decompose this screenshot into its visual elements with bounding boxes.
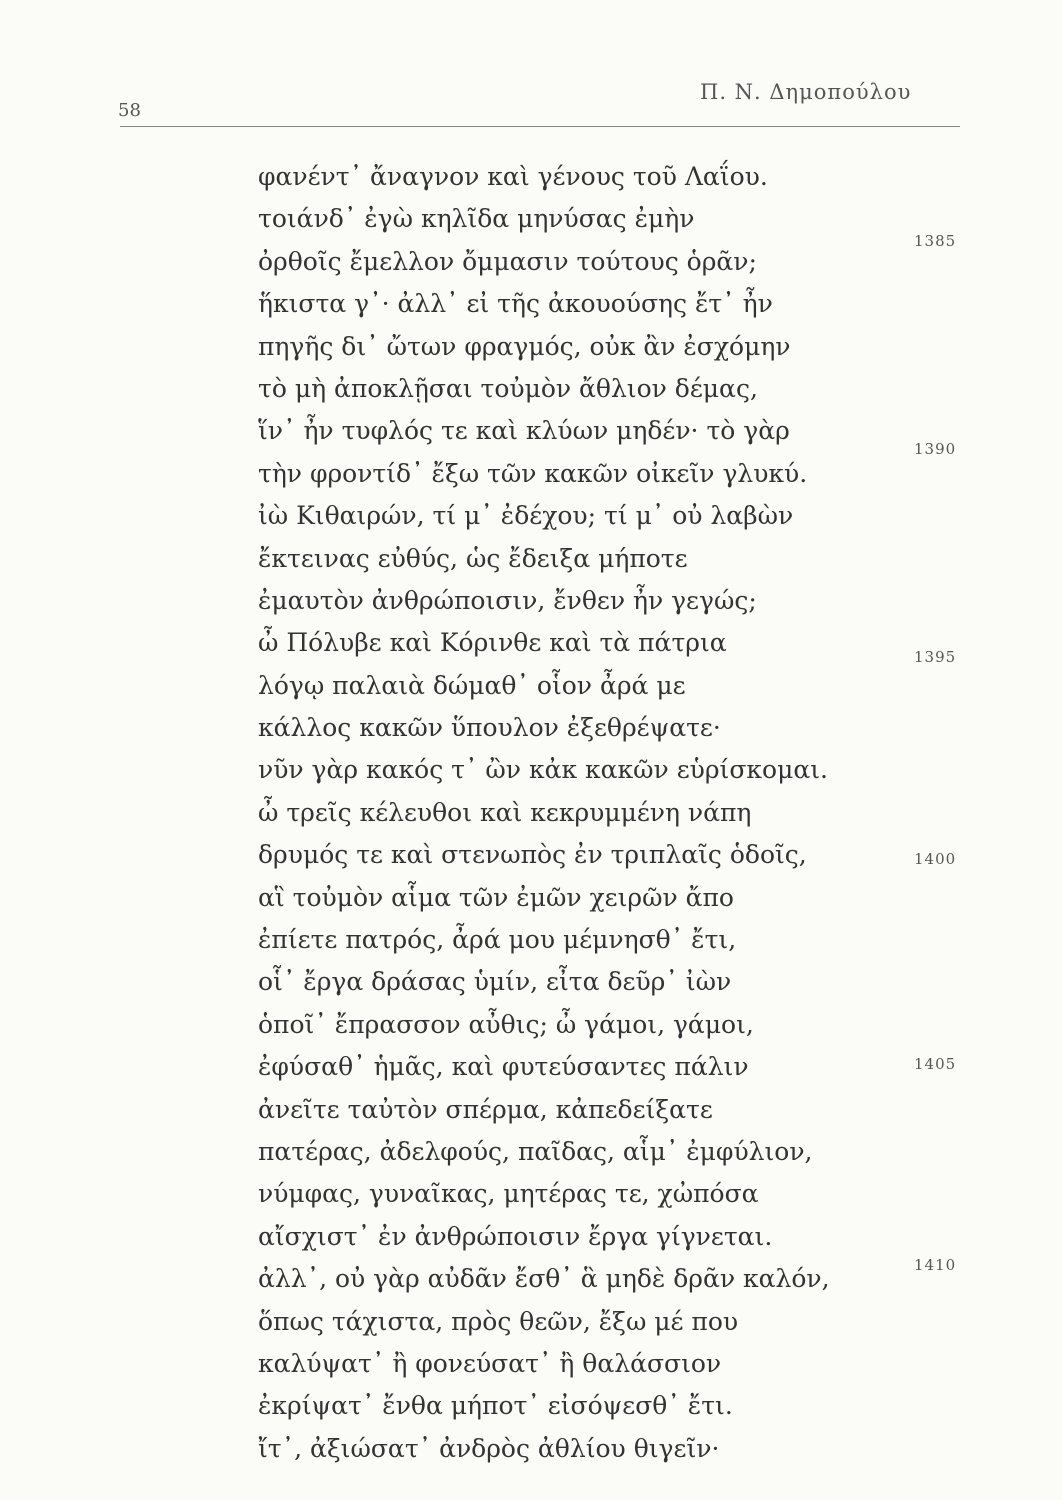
line-number: 1385 bbox=[914, 232, 957, 250]
verse-line: δρυμός τε καὶ στενωπὸς ἐν τριπλαῖς ὁδοῖς, bbox=[258, 840, 807, 870]
verse-line: ἥκιστα γ᾽· ἀλλ᾽ εἰ τῆς ἀκουούσης ἔτ᾽ ἦν bbox=[258, 289, 773, 319]
verse-line: ἐκρίψατ᾽ ἔνθα μήποτ᾽ εἰσόψεσθ᾽ ἔτι. bbox=[258, 1391, 733, 1421]
verse-line: ἐμαυτὸν ἀνθρώποισιν, ἔνθεν ἦν γεγώς; bbox=[258, 585, 757, 615]
verse-line: ὦ Πόλυβε καὶ Κόρινθε καὶ τὰ πάτρια bbox=[258, 628, 727, 658]
verse-line: ἐφύσαθ᾽ ἡμᾶς, καὶ φυτεύσαντες πάλιν bbox=[258, 1052, 749, 1082]
verse-line: φανέντ᾽ ἄναγνον καὶ γένους τοῦ Λαΐου. bbox=[258, 162, 768, 191]
verse-line: οἷ᾽ ἔργα δράσας ὑμίν, εἶτα δεῦρ᾽ ἰὼν bbox=[258, 967, 732, 997]
verse-line: ἴτ᾽, ἀξιώσατ᾽ ἀνδρὸς ἀθλίου θιγεῖν· bbox=[258, 1433, 720, 1463]
verse-text bbox=[258, 156, 908, 1470]
verse-line: τὸ μὴ ἀποκλῇσαι τοὐμὸν ἄθλιον δέμας, bbox=[258, 373, 758, 403]
verse-line: λόγῳ παλαιὰ δώμαθ᾽ οἷον ἆρά με bbox=[258, 670, 686, 700]
running-head: Π. Ν. Δημοπούλου bbox=[700, 80, 912, 104]
verse-line: ὦ τρεῖς κέλευθοι καὶ κεκρυμμένη νάπη bbox=[258, 797, 752, 827]
verse-line: ἔκτεινας εὐθύς, ὡς ἔδειξα μήποτε bbox=[258, 543, 688, 573]
verse-line: αἳ τοὐμὸν αἷμα τῶν ἐμῶν χειρῶν ἄπο bbox=[258, 882, 734, 912]
verse-line: ἀνεῖτε ταὐτὸν σπέρμα, κἀπεδείξατε bbox=[258, 1094, 713, 1124]
verse-line: ἐπίετε πατρός, ἆρά μου μέμνησθ᾽ ἔτι, bbox=[258, 925, 737, 955]
line-number: 1390 bbox=[914, 440, 957, 458]
verse-line: νῦν γὰρ κακός τ᾽ ὢν κἀκ κακῶν εὑρίσκομαι. bbox=[258, 755, 828, 785]
header-rule bbox=[120, 126, 960, 127]
page-number: 58 bbox=[118, 100, 141, 121]
verse-line: νύμφας, γυναῖκας, μητέρας τε, χὠπόσα bbox=[258, 1179, 759, 1209]
verse-line: τὴν φροντίδ᾽ ἔξω τῶν κακῶν οἰκεῖν γλυκύ. bbox=[258, 458, 808, 488]
verse-line: πατέρας, ἀδελφούς, παῖδας, αἷμ᾽ ἐμφύλιον, bbox=[258, 1136, 813, 1166]
verse-line: ὀρθοῖς ἔμελλον ὄμμασιν τούτους ὁρᾶν; bbox=[258, 246, 757, 276]
verse-line: καλύψατ᾽ ἢ φονεύσατ᾽ ἢ θαλάσσιον bbox=[258, 1348, 722, 1378]
verse-line: ἰὼ Κιθαιρών, τί μ᾽ ἐδέχου; τί μ᾽ οὐ λαβὼν bbox=[258, 501, 794, 531]
verse-line: τοιάνδ᾽ ἐγὼ κηλῖδα μηνύσας ἐμὴν bbox=[258, 204, 695, 234]
line-number: 1395 bbox=[914, 648, 957, 666]
verse-line: κάλλος κακῶν ὕπουλον ἐξεθρέψατε· bbox=[258, 713, 721, 743]
line-number: 1405 bbox=[914, 1055, 957, 1073]
verse-line: ὁποῖ᾽ ἔπρασσον αὖθις; ὦ γάμοι, γάμοι, bbox=[258, 1009, 754, 1039]
verse-line: ὅπως τάχιστα, πρὸς θεῶν, ἔξω μέ που bbox=[258, 1306, 739, 1336]
verse-line: αἴσχιστ᾽ ἐν ἀνθρώποισιν ἔργα γίγνεται. bbox=[258, 1221, 773, 1251]
line-number: 1410 bbox=[914, 1256, 957, 1274]
verse-line: ἀλλ᾽, οὐ γὰρ αὐδᾶν ἔσθ᾽ ἃ μηδὲ δρᾶν καλόν, bbox=[258, 1264, 830, 1294]
line-number: 1400 bbox=[914, 850, 957, 868]
verse-line: ἵν᾽ ἦν τυφλός τε καὶ κλύων μηδέν· τὸ γὰρ bbox=[258, 416, 790, 446]
verse-line: πηγῆς δι᾽ ὤτων φραγμός, οὐκ ἂν ἐσχόμην bbox=[258, 331, 791, 361]
